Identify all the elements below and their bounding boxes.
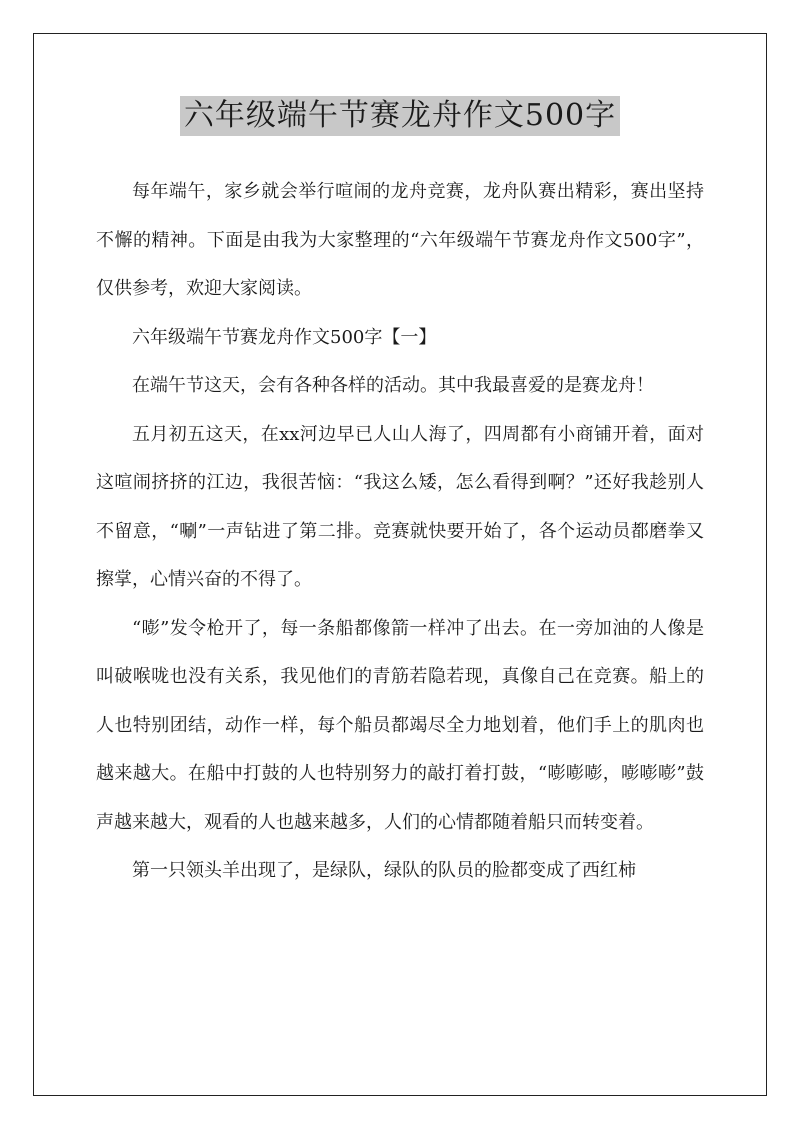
section-heading: 六年级端午节赛龙舟作文500字【一】 xyxy=(132,326,437,348)
paragraph: 五月初五这天，在xx河边早已人山人海了，四周都有小商铺开着，面对这喧闹挤挤的江边，我很苦恼：“我这么矮，怎么看得到啊？”还好我趁别人不留意，“唰”一声钻进了第二排。竞赛就快要开始了，各个运动员都磨拳又擦掌，心情兴奋的不得了。 xyxy=(96,423,704,590)
document-body xyxy=(96,168,704,896)
paragraph: “嘭”发令枪开了，每一条船都像箭一样冲了出去。在一旁加油的人像是叫破喉咙也没有关系，我见他们的青筋若隐若现，真像自己在竞赛。船上的人也特别团结，动作一样，每个船员都竭尽全力地划着，他们手上的肌肉也越来越大。在船中打鼓的人也特别努力的敲打着打鼓，“嘭嘭嘭，嘭嘭嘭”鼓声越来越大，观看的人也越来越多，人们的心情都随着船只而转变着。 xyxy=(96,617,704,833)
title-container xyxy=(0,96,800,136)
paragraph: 在端午节这天，会有各种各样的活动。其中我最喜爱的是赛龙舟！ xyxy=(132,375,654,396)
paragraph: 第一只领头羊出现了，是绿队，绿队的队员的脸都变成了西红柿 xyxy=(132,860,636,881)
document-title: 六年级端午节赛龙舟作文500字 xyxy=(180,96,620,136)
paragraph-intro: 每年端午，家乡就会举行喧闹的龙舟竞赛，龙舟队赛出精彩，赛出坚持不懈的精神。下面是由我为大家整理的“六年级端午节赛龙舟作文500字”，仅供参考，欢迎大家阅读。 xyxy=(96,181,704,299)
